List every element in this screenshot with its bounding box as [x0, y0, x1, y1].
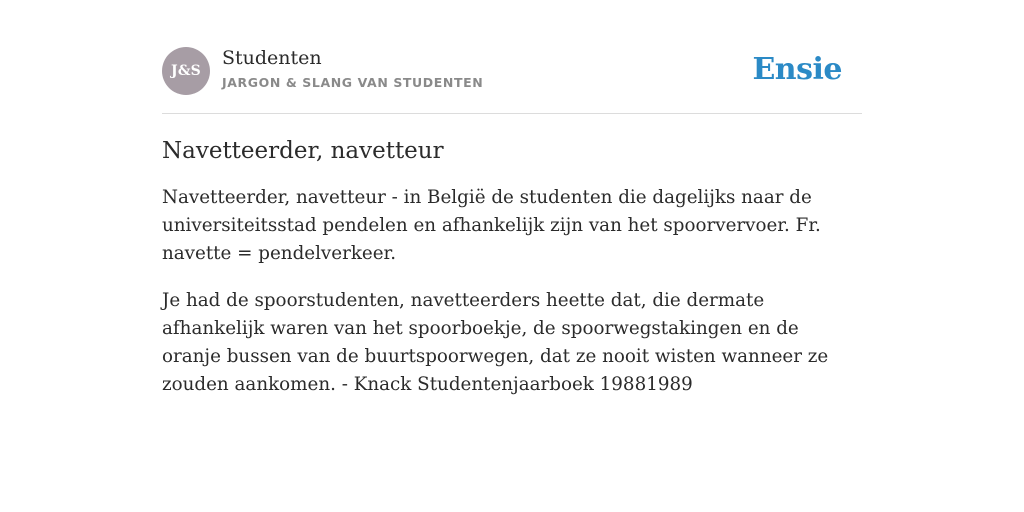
entry-definition: Navetteerder, navetteur - in België de studenten die dagelijks naar de universiteitsstad pendelen en afhankelijk zijn van het spoorvervoer. Fr. navette = pendelverkeer. — [162, 187, 821, 264]
ensie-logo[interactable]: Ensie — [752, 52, 842, 87]
entry-title: Navetteerder, navetteur — [162, 138, 444, 164]
dictionary-avatar[interactable]: J&S — [162, 47, 210, 95]
entry-example: Je had de spoorstudenten, navetteerders heette dat, die dermate afhankelijk waren van het spoorboekje, de spoorwegstakingen en de oranje bussen van de buurtspoorwegen, dat ze nooit wisten wanneer ze zouden aankomen. - Knack Studentenjaarboek 19881989 — [162, 290, 829, 395]
dictionary-subtitle: JARGON & SLANG VAN STUDENTEN — [222, 75, 484, 90]
content-container — [162, 46, 862, 399]
dictionary-name[interactable]: Studenten — [222, 47, 322, 69]
dictionary-header — [162, 46, 862, 114]
